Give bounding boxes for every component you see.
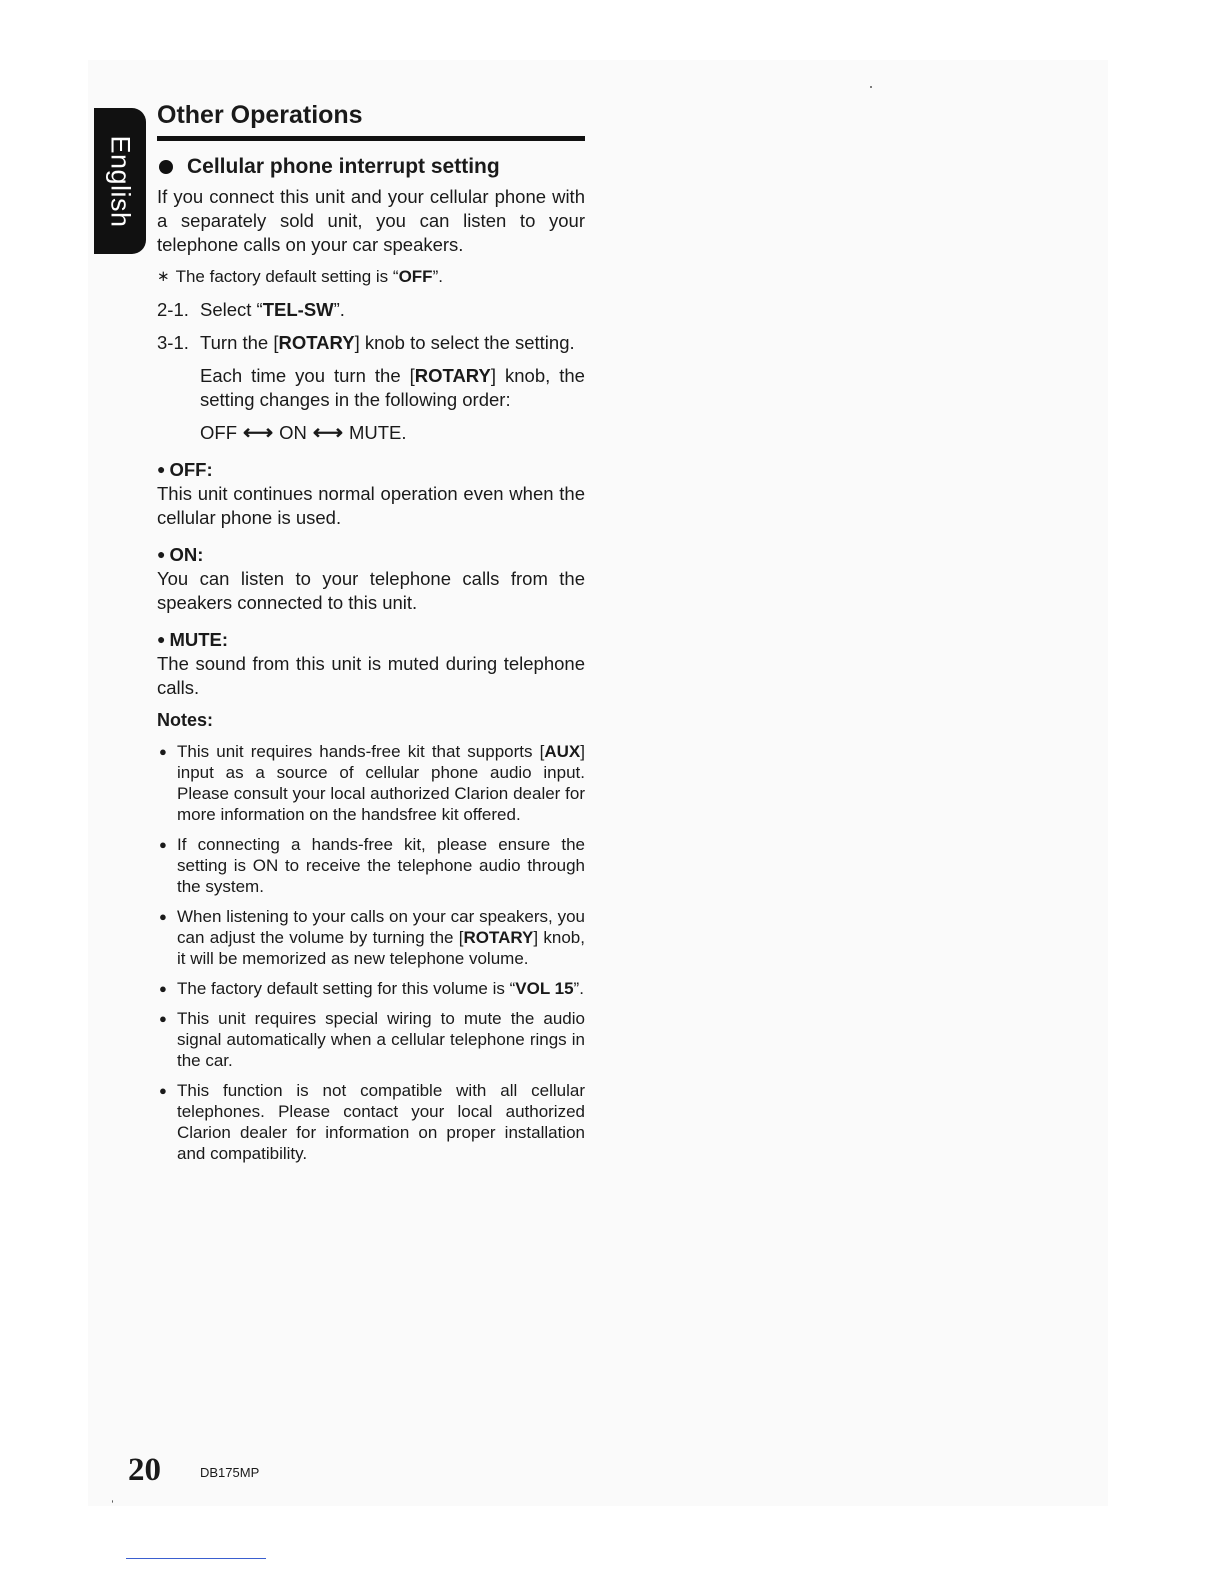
option-off-label: ● OFF: (157, 459, 213, 480)
main-content (157, 98, 585, 1164)
step-text: Select “TEL-SW”. (200, 299, 345, 320)
note-item: ● When listening to your calls on your car speakers, you can adjust the volume by turning the [ROTARY] knob, it will be memorized as new telephone volume. (159, 907, 585, 968)
page-number: 20 (128, 1452, 161, 1488)
bullet-dot-icon: ● (159, 981, 167, 996)
each-time-paragraph: Each time you turn the [ROTARY] knob, the setting changes in the following order: (200, 365, 585, 410)
option-on-text: You can listen to your telephone calls from the speakers connected to this unit. (157, 568, 585, 613)
bullet-dot-icon: ● (157, 461, 166, 477)
language-tab (94, 108, 146, 254)
bullet-dot-icon: ● (159, 837, 167, 852)
option-mute-label: ● MUTE: (157, 629, 229, 650)
bullet-dot-icon: ● (159, 744, 167, 759)
bullet-dot-icon: ● (157, 631, 166, 647)
order-item: MUTE. (348, 422, 407, 443)
asterisk-icon: ∗ (157, 268, 170, 285)
option-mute-text: The sound from this unit is muted during telephone calls. (157, 653, 585, 698)
intro-paragraph: If you connect this unit and your cellular phone with a separately sold unit, you can listen to your telephone calls on your car speakers. (157, 186, 585, 255)
bullet-dot-icon: ● (157, 546, 166, 562)
bullet-dot-icon: ● (159, 1083, 167, 1098)
bullet-dot-icon (159, 160, 173, 174)
bullet-dot-icon: ● (159, 1011, 167, 1026)
setting-order (200, 421, 585, 445)
order-item: OFF (200, 422, 237, 443)
note-item: ● This function is not compatible with all cellular telephones. Please contact your local authorized Clarion dealer for information on proper installation and compatibility. (159, 1081, 585, 1163)
step-text: Turn the [ROTARY] knob to select the setting. (200, 332, 575, 353)
model-number: DB175MP (200, 1465, 260, 1480)
scan-speck (870, 86, 872, 88)
option-on-label: ● ON: (157, 544, 204, 565)
scan-edge-line (126, 1558, 266, 1559)
note-item: ● This unit requires special wiring to mute the audio signal automatically when a cellular telephone rings in the car. (159, 1009, 585, 1070)
title-rule (157, 136, 585, 141)
step-number: 3-1. (157, 332, 189, 353)
language-tab-label: English (105, 134, 136, 228)
note-item: ● If connecting a hands-free kit, please ensure the setting is ON to receive the telephone audio through the system. (159, 835, 585, 896)
order-item: ON (279, 422, 307, 443)
scan-speck (112, 1500, 113, 1503)
option-off-text: This unit continues normal operation even when the cellular phone is used. (157, 483, 585, 528)
notes-heading: Notes: (157, 710, 214, 730)
section-title: Other Operations (157, 101, 363, 129)
subheading (157, 153, 585, 181)
bullet-dot-icon: ● (159, 909, 167, 924)
note-item: ● The factory default setting for this volume is “VOL 15”. (159, 979, 584, 998)
subheading-text: Cellular phone interrupt setting (187, 155, 500, 178)
default-setting-note: ∗ The factory default setting is “OFF”. (157, 267, 443, 286)
left-right-arrow-icon: ⟷ (312, 421, 343, 444)
note-item: ● This unit requires hands-free kit that supports [AUX] input as a source of cellular phone audio input. Please consult your local authorized Clarion dealer for more information on the handsfree kit offered. (159, 742, 585, 824)
step-number: 2-1. (157, 299, 189, 320)
step-2-1 (157, 298, 585, 322)
step-3-1 (157, 331, 585, 355)
left-right-arrow-icon: ⟷ (243, 421, 274, 444)
